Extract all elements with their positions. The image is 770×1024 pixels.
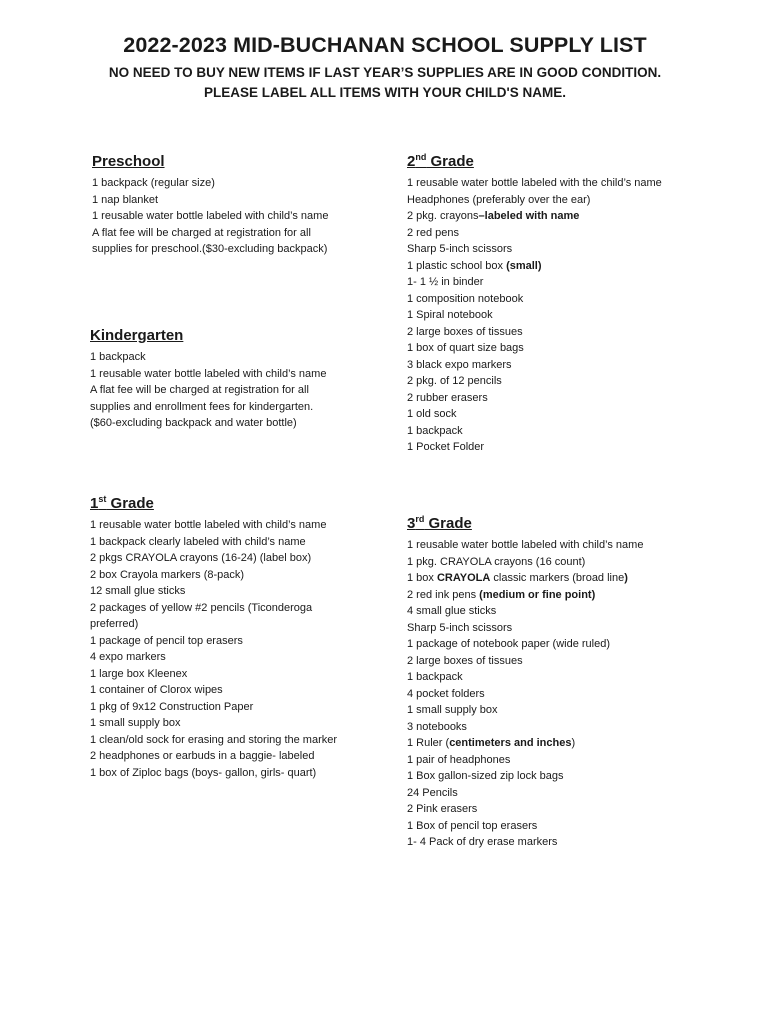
list-item: 1 Box of pencil top erasers (407, 819, 538, 832)
list-item: 1 reusable water bottle labeled with child’s name (90, 519, 327, 531)
notice-line-2: PLEASE LABEL ALL ITEMS WITH YOUR CHILD'S NAME. (204, 85, 566, 100)
list-item: 2 pkg. crayons–labeled with name (407, 210, 580, 222)
list-item: 2 pkgs CRAYOLA crayons (16-24) (label box) (90, 552, 312, 564)
list-item: 1 pkg of 9x12 Construction Paper (90, 700, 254, 713)
list-item: 1 Ruler (centimeters and inches) (407, 737, 576, 749)
third-grade-section (407, 514, 643, 851)
list-item: 1 reusable water bottle labeled with child’s name (90, 367, 327, 380)
list-item: supplies for preschool.($30-excluding backpack) (92, 243, 328, 255)
list-item: 4 pocket folders (407, 687, 485, 700)
list-item: 1 Pocket Folder (407, 441, 485, 453)
list-item: 2 headphones or earbuds in a baggie- labeled (90, 750, 315, 762)
second-grade-heading: 2nd Grade (407, 152, 474, 170)
page-title: 2022-2023 MID-BUCHANAN SCHOOL SUPPLY LIST (123, 33, 647, 57)
list-item: 2 packages of yellow #2 pencils (Ticonderoga (90, 601, 313, 614)
list-item: Headphones (preferably over the ear) (407, 193, 591, 206)
list-item: 1 pair of headphones (407, 753, 511, 766)
notice-line-1: NO NEED TO BUY NEW ITEMS IF LAST YEAR’S SUPPLIES ARE IN GOOD CONDITION. (108, 65, 662, 80)
list-item: 1 old sock (407, 408, 457, 420)
first-grade-heading: 1st Grade (90, 494, 154, 512)
list-item: 1 reusable water bottle labeled with child’s name (92, 210, 329, 222)
list-item: 1 composition notebook (407, 292, 524, 305)
list-item: 4 small glue sticks (407, 605, 497, 617)
list-item: 1- 1 ½ in binder (407, 276, 484, 288)
list-item: 1 backpack clearly labeled with child’s name (90, 535, 306, 548)
list-item: ($60-excluding backpack and water bottle) (90, 417, 297, 429)
list-item: 1 reusable water bottle labeled with child’s name (407, 539, 644, 551)
list-item: 24 Pencils (407, 786, 458, 799)
list-item: 2 Pink erasers (407, 803, 478, 815)
list-item: 1 Box gallon-sized zip lock bags (407, 770, 564, 782)
list-item: 1 backpack (407, 424, 463, 437)
list-item: 1 box CRAYOLA classic markers (broad line) (407, 572, 628, 584)
list-item: 1 Spiral notebook (407, 309, 493, 321)
list-item: 2 large boxes of tissues (407, 654, 523, 667)
list-item: 3 black expo markers (407, 358, 512, 371)
list-item: supplies and enrollment fees for kindergarten. (90, 400, 314, 413)
list-item: 1 small supply box (90, 717, 181, 729)
list-item: 1 backpack (407, 671, 463, 683)
preschool-heading: Preschool (92, 153, 165, 170)
list-item: 1 nap blanket (92, 193, 159, 206)
list-item: 2 box Crayola markers (8-pack) (90, 568, 245, 581)
third-grade-heading: 3rd Grade (407, 514, 472, 532)
list-item: 1 reusable water bottle labeled with the child’s name (407, 177, 662, 189)
list-item: 2 red pens (407, 226, 459, 239)
list-item: 1 pkg. CRAYOLA crayons (16 count) (407, 555, 586, 568)
list-item: 1 package of pencil top erasers (90, 634, 243, 647)
list-item: Sharp 5-inch scissors (407, 243, 513, 255)
list-item: 1 large box Kleenex (90, 667, 188, 680)
list-item: 4 expo markers (90, 651, 166, 663)
list-item: 2 pkg. of 12 pencils (407, 375, 502, 387)
list-item: A flat fee will be charged at registration for all (92, 226, 311, 239)
preschool-section (92, 152, 328, 258)
list-item: 2 rubber erasers (407, 391, 488, 404)
list-item: 2 red ink pens (medium or fine point) (407, 588, 596, 601)
list-item: Sharp 5-inch scissors (407, 621, 513, 634)
first-grade-section (90, 494, 337, 781)
list-item: 1 box of quart size bags (407, 342, 524, 354)
list-item: 1 backpack (regular size) (92, 177, 215, 189)
list-item: 1 small supply box (407, 704, 498, 716)
list-item: 1 box of Ziploc bags (boys- gallon, girls- quart) (90, 766, 317, 779)
list-item: 1 package of notebook paper (wide ruled) (407, 638, 611, 650)
list-item: 1- 4 Pack of dry erase markers (407, 836, 558, 848)
list-item: 3 notebooks (407, 720, 467, 733)
list-item: 1 backpack (90, 351, 146, 363)
list-item: 1 plastic school box (small) (407, 259, 542, 272)
second-grade-section (407, 152, 662, 456)
list-item: 2 large boxes of tissues (407, 325, 523, 338)
list-item: preferred) (90, 618, 139, 630)
kindergarten-section (90, 326, 326, 432)
list-item: 1 container of Clorox wipes (90, 684, 223, 696)
list-item: 12 small glue sticks (90, 585, 186, 597)
list-item: A flat fee will be charged at registration for all (90, 384, 309, 396)
list-item: 1 clean/old sock for erasing and storing the marker (90, 733, 338, 746)
kindergarten-heading: Kindergarten (90, 327, 184, 344)
